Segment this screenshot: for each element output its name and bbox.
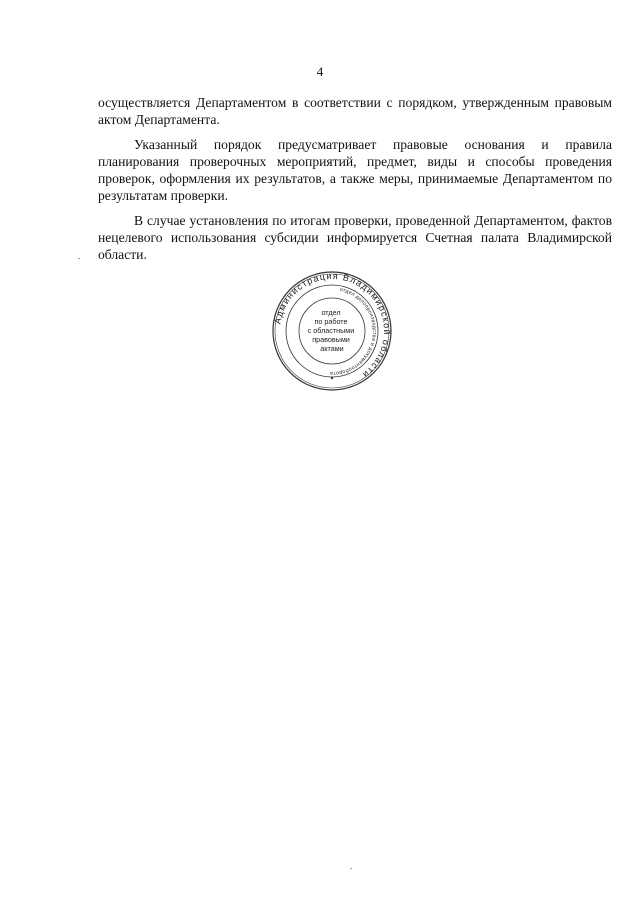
paragraph-1: осуществляется Департаментом в соответствии с порядком, утвержденным правовым актом Департамента. — [98, 95, 612, 127]
official-stamp — [271, 270, 393, 392]
paragraph-3: В случае установления по итогам проверки, проведенной Департаментом, фактов нецелевого использования субсидии информируется Счетная палата Владимирской области. — [98, 213, 612, 262]
stamp-dot — [331, 377, 333, 379]
paragraph-2: Указанный порядок предусматривает правовые основания и правила планирования проверочных мероприятий, предмет, виды и способы проведения проверок, оформления их результатов, а также меры, принимаемые Департаментом по результатам проверки. — [98, 137, 612, 203]
stamp-center-line: отдел — [321, 308, 341, 317]
stamp-center-line: по работе — [314, 317, 348, 326]
stamp-outer-text: Администрация Владимирской области — [272, 270, 393, 381]
stamp-center-line: актами — [320, 344, 344, 353]
svg-text:отдел по работе с обла — [308, 308, 357, 353]
stamp-center-line: с областными — [307, 326, 355, 335]
stamp-center-line: правовыми — [312, 335, 350, 344]
scan-mark — [78, 258, 80, 259]
stamp-inner-text: отдел делопроизводства и документооборота — [329, 286, 378, 377]
scan-mark — [350, 868, 352, 869]
page-number: 4 — [316, 64, 324, 79]
